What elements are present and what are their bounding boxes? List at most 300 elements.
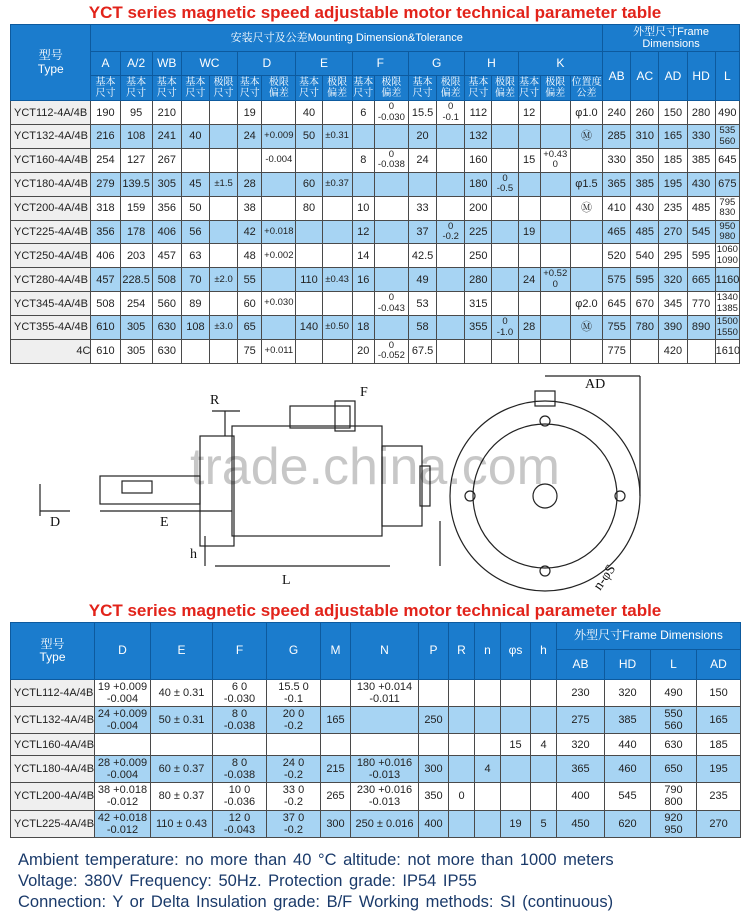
value-cell: 1340 1385 [716,292,738,314]
value-cell: 108 [181,316,209,340]
value-cell: 5 [531,810,557,837]
value-cell: 279 [91,172,120,196]
value-cell: 1500 1550 [716,316,738,338]
value-cell: 250 ± 0.016 [351,810,419,837]
value-cell: 645 [603,292,631,316]
motor-shaft [100,476,200,504]
value-cell: +0.43 0 [540,148,570,172]
value-cell [540,125,570,149]
table-row [11,172,740,196]
value-cell: +0.018 [262,220,296,244]
value-cell: 150 [659,101,687,125]
value-cell [475,783,501,810]
value-cell [570,148,602,172]
sub-header: 基本 尺寸 [296,76,322,101]
value-cell: +0.002 [262,244,296,268]
col-header-wc: WC [181,52,237,76]
value-cell: 130 +0.014 -0.011 [351,679,419,706]
value-cell: 65 [238,316,262,340]
value-cell [570,220,602,244]
value-cell: 365 [603,172,631,196]
value-cell: 385 [605,707,651,734]
value-cell: 420 [659,339,687,363]
value-cell: 265 [321,783,351,810]
value-cell: 250 [465,244,492,268]
value-cell: 280 [687,101,715,125]
value-cell [209,339,237,363]
value-cell [181,101,209,125]
value-cell: 320 [659,268,687,292]
value-cell [492,196,518,220]
value-cell: 305 [152,172,181,196]
value-cell [687,339,715,363]
value-cell: 180 +0.016 -0.013 [351,756,419,783]
value-cell: 630 [152,339,181,363]
value-cell: 12 [518,101,540,125]
value-cell [531,756,557,783]
value-cell [531,679,557,706]
table-row [11,679,741,706]
model-cell: YCT200-4A/4B [11,196,91,220]
col-header-ac: AC [631,52,659,101]
value-cell [351,707,419,734]
col-header-φs: φs [501,622,531,679]
value-cell: 430 [631,196,659,220]
value-cell [518,244,540,268]
value-cell [518,172,540,196]
value-cell: 15.5 [408,101,436,125]
value-cell [540,172,570,196]
value-cell [322,101,352,125]
type-header: 型号 Type [11,25,91,101]
col-header-N: N [351,622,419,679]
value-cell [181,148,209,172]
value-cell [408,172,436,196]
value-cell: 19 [518,220,540,244]
value-cell [419,679,449,706]
value-cell: 12 0 -0.043 [213,810,267,837]
value-cell: 595 [631,268,659,292]
value-cell [570,339,602,363]
value-cell: 19 [501,810,531,837]
value-cell [437,316,465,340]
value-cell: ±0.43 [322,268,352,292]
value-cell: 10 [352,196,374,220]
value-cell: 406 [152,220,181,244]
value-cell: 55 [238,268,262,292]
value-cell: 385 [631,172,659,196]
value-cell [540,244,570,268]
value-cell: 24 [518,268,540,292]
value-cell [540,196,570,220]
value-cell: 180 [465,172,492,196]
table-row [11,292,740,316]
value-cell [374,125,408,149]
value-cell: Ⓜ [570,196,602,220]
value-cell: 630 [651,734,697,756]
col-header-P: P [419,622,449,679]
sub-header: 基本 尺寸 [91,76,120,101]
value-cell: 490 [651,679,697,706]
value-cell: 575 [603,268,631,292]
value-cell [262,172,296,196]
value-cell [449,679,475,706]
value-cell [449,734,475,756]
value-cell: 67.5 [408,339,436,363]
value-cell: 305 [120,339,152,363]
value-cell: φ1.5 [570,172,602,196]
value-cell [540,339,570,363]
value-cell [475,707,501,734]
value-cell [501,707,531,734]
value-cell: 318 [91,196,120,220]
value-cell [374,172,408,196]
footer-line-2: Voltage: 380V Frequency: 50Hz. Protection grade: IP54 IP55 [18,871,477,890]
value-cell: 28 [238,172,262,196]
value-cell [449,756,475,783]
model-cell: YCT132-4A/4B [11,125,91,149]
value-cell: 350 [419,783,449,810]
value-cell: 508 [152,268,181,292]
label-f: F [360,384,368,400]
value-cell [492,125,518,149]
value-cell [518,292,540,316]
table-row [11,101,740,125]
table-row [11,220,740,244]
value-cell: 60 [296,172,322,196]
value-cell: 345 [659,292,687,316]
value-cell: 241 [152,125,181,149]
value-cell [531,783,557,810]
footer-line-3: Connection: Y or Delta Insulation grade: B/F Working methods: SI (continuous) [18,892,614,911]
motor-dimension-diagram [0,366,750,596]
value-cell: 20 0 -0.2 [267,707,321,734]
value-cell: 28 +0.009 -0.004 [95,756,151,783]
value-cell: 48 [238,244,262,268]
value-cell: 0 -0.2 [437,220,465,244]
value-cell: 33 [408,196,436,220]
value-cell [475,734,501,756]
value-cell: +0.009 [262,125,296,149]
value-cell [296,339,322,363]
col-header-ab: AB [603,52,631,101]
value-cell [262,101,296,125]
value-cell: 1610 [715,339,739,363]
value-cell: 355 [465,316,492,340]
flange-outline [450,401,640,594]
value-cell [322,148,352,172]
col-header-M: M [321,622,351,679]
value-cell: 280 [465,268,492,292]
model-cell: YCTL180-4A/4B [11,756,95,783]
value-cell: 0 -0.030 [374,101,408,125]
value-cell: φ2.0 [570,292,602,316]
value-cell [631,339,659,363]
value-cell: 545 [687,220,715,244]
value-cell: 24 +0.009 -0.004 [95,707,151,734]
value-cell [262,316,296,340]
value-cell: 50 [296,125,322,149]
value-cell [351,734,419,756]
col-header-k: K [518,52,603,76]
sub-header: 极限 偏差 [374,76,408,101]
value-cell: 285 [603,125,631,149]
mounting-header: 安装尺寸及公差Mounting Dimension&Tolerance [91,25,603,52]
value-cell: 150 [697,679,741,706]
value-cell: φ1.0 [570,101,602,125]
value-cell: 110 [296,268,322,292]
table2-title: YCT series magnetic speed adjustable motor technical parameter table [88,600,662,620]
value-cell: 305 [120,316,152,340]
value-cell [262,268,296,292]
sub-header: 极限 尺寸 [209,76,237,101]
sub-header: 位置度 公差 [571,77,602,100]
col-header-ad: AD [697,649,741,679]
value-cell: Ⓜ [570,316,602,340]
value-cell [322,220,352,244]
sub-header: 基本 尺寸 [353,77,374,100]
value-cell: 185 [697,734,741,756]
value-cell: 485 [687,196,715,220]
value-cell: 127 [120,148,152,172]
model-cell: YCTL132-4A/4B [11,707,95,734]
model-cell: YCT225-4A/4B [11,220,91,244]
value-cell [151,734,213,756]
value-cell: 1160 [715,268,739,292]
value-cell: 6 0 -0.030 [213,679,267,706]
value-cell: 89 [181,292,209,316]
value-cell: 254 [120,292,152,316]
value-cell: 140 [296,316,322,340]
value-cell: 310 [631,125,659,149]
value-cell [181,339,209,363]
value-cell [540,220,570,244]
value-cell [437,292,465,316]
value-cell [238,148,262,172]
model-cell: YCT345-4A/4B [11,292,91,316]
sub-header: 基本 尺寸 [181,76,209,101]
value-cell: 185 [659,148,687,172]
value-cell: 780 [631,316,659,340]
model-cell: YCT355-4A/4B [11,316,91,340]
value-cell: 16 [352,268,374,292]
value-cell: 216 [91,125,120,149]
value-cell: 60 ± 0.37 [151,756,213,783]
table-row [11,734,741,756]
table-row [11,339,740,363]
value-cell [209,101,237,125]
value-cell [570,268,602,292]
value-cell [296,292,322,316]
model-cell: YCTL200-4A/4B [11,783,95,810]
col-header-h: h [531,622,557,679]
value-cell: ±0.31 [322,125,352,149]
value-cell: 42 +0.018 -0.012 [95,810,151,837]
label-d: D [50,514,61,530]
value-cell: 132 [465,125,492,149]
value-cell: 20 [408,125,436,149]
value-cell: 160 [465,148,492,172]
value-cell: 1060 1090 [716,244,738,266]
value-cell: 195 [697,756,741,783]
value-cell: 6 [352,101,374,125]
value-cell: 457 [152,244,181,268]
value-cell [296,244,322,268]
value-cell [374,244,408,268]
frame-header: 外型尺寸Frame Dimensions [603,25,740,52]
value-cell [518,196,540,220]
value-cell [531,707,557,734]
model-cell: 4C [11,339,91,363]
sub-header: 极限 偏差 [262,76,296,101]
value-cell [322,339,352,363]
value-cell: 545 [605,783,651,810]
value-cell: 4 [475,756,501,783]
value-cell: 56 [181,220,209,244]
sub-header: 极限 偏差 [322,76,352,101]
value-cell [322,244,352,268]
value-cell [449,810,475,837]
value-cell: 178 [120,220,152,244]
yctl-parameter-table [10,622,741,838]
value-cell: 228.5 [120,268,152,292]
value-cell [437,196,465,220]
value-cell: 15 [501,734,531,756]
value-cell [475,679,501,706]
value-cell: 390 [659,316,687,340]
value-cell [209,292,237,316]
value-cell [540,316,570,340]
value-cell [267,734,321,756]
value-cell [437,148,465,172]
value-cell: 215 [321,756,351,783]
value-cell: 200 [465,196,492,220]
value-cell [449,707,475,734]
sub-header: 基本 尺寸 [238,76,262,101]
col-header-d: D [238,52,296,76]
value-cell: 24 [238,125,262,149]
value-cell: +0.030 [262,292,296,316]
col-header-l: L [715,52,739,101]
value-cell: 356 [152,196,181,220]
value-cell: 70 [181,268,209,292]
value-cell: 0 -0.052 [374,339,408,363]
value-cell [321,734,351,756]
value-cell: 42.5 [408,244,436,268]
value-cell: 225 [465,220,492,244]
value-cell [321,679,351,706]
value-cell [501,679,531,706]
value-cell: 14 [352,244,374,268]
value-cell: 37 0 -0.2 [267,810,321,837]
value-cell: +0.011 [262,339,296,363]
value-cell [492,148,518,172]
value-cell: 37 [408,220,436,244]
col-header-G: G [267,622,321,679]
value-cell [492,292,518,316]
value-cell: +0.52 0 [540,268,570,292]
col-header-ab: AB [557,649,605,679]
col-header-wb: WB [152,52,181,76]
value-cell: 58 [408,316,436,340]
value-cell: 235 [697,783,741,810]
value-cell [95,734,151,756]
value-cell: 535 560 [715,125,739,149]
value-cell: 95 [120,101,152,125]
value-cell: 110 ± 0.43 [151,810,213,837]
value-cell: 63 [181,244,209,268]
value-cell [540,292,570,316]
value-cell: 267 [152,148,181,172]
value-cell: 15 [518,148,540,172]
value-cell: 20 [352,339,374,363]
value-cell: 45 [181,172,209,196]
model-cell: YCT280-4A/4B [11,268,91,292]
value-cell: 28 [518,316,540,340]
model-cell: YCTL225-4A/4B [11,810,95,837]
label-holes: n-φS [590,561,620,594]
value-cell: 80 [296,196,322,220]
value-cell: 8 0 -0.038 [213,756,267,783]
table-row [11,148,740,172]
value-cell: 10 0 -0.036 [213,783,267,810]
value-cell [209,244,237,268]
value-cell: 24 0 -0.2 [267,756,321,783]
value-cell: 8 [352,148,374,172]
value-cell [374,268,408,292]
value-cell: 490 [715,101,739,125]
footer-line-1: Ambient temperature: no more than 40 °C altitude: not more than 1000 meters [18,850,614,869]
value-cell: 165 [659,125,687,149]
value-cell [492,101,518,125]
value-cell: 406 [91,244,120,268]
value-cell [437,125,465,149]
value-cell: 356 [91,220,120,244]
value-cell: 560 [152,292,181,316]
value-cell: 75 [238,339,262,363]
value-cell: 40 ± 0.31 [151,679,213,706]
value-cell [209,125,237,149]
value-cell: 645 [715,148,739,172]
value-cell: 300 [321,810,351,837]
table-row [11,268,740,292]
sub-header: 极限 偏差 [540,76,570,101]
value-cell: ±1.5 [209,172,237,196]
value-cell: 49 [408,268,436,292]
value-cell: 12 [352,220,374,244]
frame-header: 外型尺寸Frame Dimensions [557,622,741,649]
value-cell: 8 0 -0.038 [213,707,267,734]
value-cell: 315 [465,292,492,316]
sub-header: 极限 偏差 [492,76,518,101]
value-cell: 0 -0.043 [374,292,408,316]
table-row [11,756,741,783]
value-cell [419,734,449,756]
value-cell: 230 +0.016 -0.013 [351,783,419,810]
value-cell: 40 [181,125,209,149]
value-cell: 775 [603,339,631,363]
value-cell [352,172,374,196]
value-cell: 650 [651,756,697,783]
value-cell: 254 [91,148,120,172]
value-cell: 275 [557,707,605,734]
value-cell: 19 [238,101,262,125]
value-cell: 400 [557,783,605,810]
table-row [11,316,740,340]
table-row [11,707,741,734]
value-cell [518,125,540,149]
value-cell: 203 [120,244,152,268]
